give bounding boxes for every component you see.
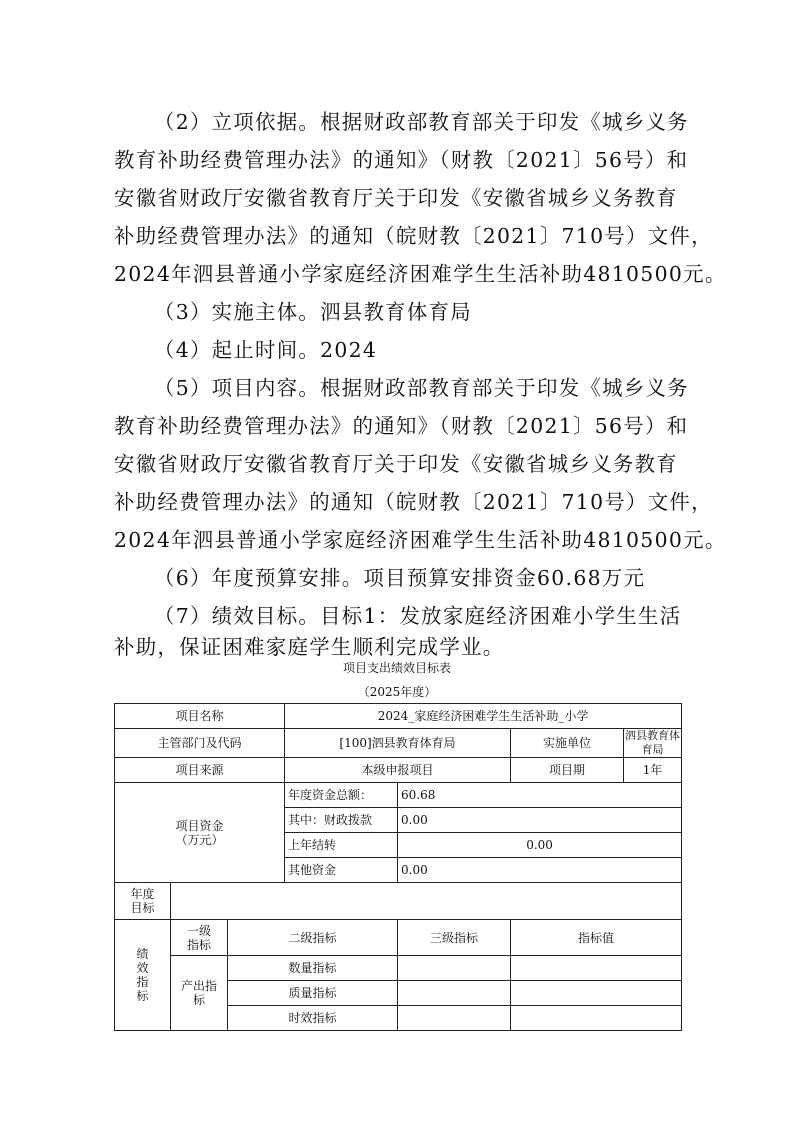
output-label-line-2: 标 bbox=[192, 993, 205, 1007]
annual-goal-label-line-2: 目标 bbox=[130, 901, 155, 915]
output-label-line-1: 产出指 bbox=[180, 979, 217, 993]
quantity-indicator-label: 数量指标 bbox=[228, 956, 398, 981]
funds-label-line-2: （万元） bbox=[175, 832, 224, 847]
quality-level3-cell bbox=[398, 981, 511, 1006]
other-funds-value: 0.00 bbox=[398, 858, 682, 883]
period-value: 1年 bbox=[624, 758, 682, 783]
level3-indicator-header: 三级指标 bbox=[398, 920, 511, 956]
paragraph-budget: （6）年度预算安排。项目预算安排资金60.68万元 bbox=[154, 566, 646, 590]
paragraph-implementer: （3）实施主体。泗县教育体育局 bbox=[154, 300, 472, 324]
paragraph-basis-line-1: （2）立项依据。根据财政部教育部关于印发《城乡义务 bbox=[154, 110, 689, 134]
paragraph-basis-line-4: 补助经费管理办法》的通知（皖财教〔2021〕710号）文件， bbox=[114, 224, 713, 248]
timeliness-indicator-label: 时效指标 bbox=[228, 1006, 398, 1031]
level2-indicator-header: 二级指标 bbox=[228, 920, 398, 956]
paragraph-basis-line-3: 安徽省财政厅安徽省教育厅关于印发《安徽省城乡义务教育 bbox=[114, 186, 678, 210]
total-funds-value: 60.68 bbox=[398, 783, 682, 808]
other-funds-label: 其他资金 bbox=[285, 858, 398, 883]
timeliness-value-cell bbox=[511, 1006, 682, 1031]
funds-label bbox=[115, 783, 285, 883]
paragraph-basis-line-5: 2024年泗县普通小学家庭经济困难学生生活补助4810500元。 bbox=[114, 262, 727, 286]
table-title: 项目支出绩效目标表 bbox=[342, 661, 451, 675]
output-indicator-label bbox=[171, 956, 228, 1031]
paragraph-content-line-3: 安徽省财政厅安徽省教育厅关于印发《安徽省城乡义务教育 bbox=[114, 452, 678, 476]
source-label: 项目来源 bbox=[115, 758, 285, 783]
quality-indicator-label: 质量指标 bbox=[228, 981, 398, 1006]
unit-label: 实施单位 bbox=[511, 729, 624, 758]
paragraph-period: （4）起止时间。2024 bbox=[154, 338, 378, 362]
level1-indicator-header bbox=[171, 920, 228, 956]
quantity-level3-cell bbox=[398, 956, 511, 981]
paragraph-content-line-5: 2024年泗县普通小学家庭经济困难学生生活补助4810500元。 bbox=[114, 528, 727, 552]
annual-goal-label bbox=[115, 883, 171, 920]
paragraph-content-line-1: （5）项目内容。根据财政部教育部关于印发《城乡义务 bbox=[154, 376, 689, 400]
project-name-value: 2024_家庭经济困难学生生活补助_小学 bbox=[285, 704, 682, 729]
performance-table bbox=[114, 703, 682, 1031]
paragraph-goal-line-1: （7）绩效目标。目标1：发放家庭经济困难小学生生活 bbox=[154, 604, 682, 628]
fiscal-funds-label: 其中：财政拨款 bbox=[285, 808, 398, 833]
project-name-label: 项目名称 bbox=[115, 704, 285, 729]
timeliness-level3-cell bbox=[398, 1006, 511, 1031]
paragraph-basis-line-2: 教育补助经费管理办法》的通知》（财教〔2021〕56号）和 bbox=[114, 148, 689, 172]
quantity-value-cell bbox=[511, 956, 682, 981]
funds-label-line-1: 项目资金 bbox=[175, 818, 224, 833]
performance-indicators-label bbox=[115, 920, 171, 1031]
perf-label-char-1: 绩 bbox=[136, 947, 149, 961]
paragraph-goal-line-2: 补助，保证困难家庭学生顺利完成学业。 bbox=[114, 635, 505, 659]
paragraph-content-line-2: 教育补助经费管理办法》的通知》（财教〔2021〕56号）和 bbox=[114, 414, 689, 438]
annual-goal-value bbox=[171, 883, 682, 920]
paragraph-content-line-4: 补助经费管理办法》的通知（皖财教〔2021〕710号）文件， bbox=[114, 490, 713, 514]
carryover-label: 上年结转 bbox=[285, 833, 398, 858]
table-year: （2025年度） bbox=[357, 685, 437, 699]
annual-goal-label-line-1: 年度 bbox=[130, 887, 155, 901]
perf-label-char-2: 效 bbox=[136, 961, 149, 975]
dept-value: [100]泗县教育体育局 bbox=[285, 729, 511, 758]
dept-label: 主管部门及代码 bbox=[115, 729, 285, 758]
source-value: 本级申报项目 bbox=[285, 758, 511, 783]
perf-label-char-4: 标 bbox=[136, 989, 149, 1003]
period-label: 项目期 bbox=[511, 758, 624, 783]
indicator-value-header: 指标值 bbox=[511, 920, 682, 956]
level1-header-line-2: 指标 bbox=[186, 937, 211, 952]
total-funds-label: 年度资金总额： bbox=[285, 783, 398, 808]
fiscal-funds-value: 0.00 bbox=[398, 808, 682, 833]
perf-label-char-3: 指 bbox=[136, 975, 149, 989]
carryover-value: 0.00 bbox=[398, 833, 682, 858]
level1-header-line-1: 一级 bbox=[186, 923, 211, 938]
quality-value-cell bbox=[511, 981, 682, 1006]
unit-value: 泗县教育体育局 bbox=[625, 729, 681, 756]
